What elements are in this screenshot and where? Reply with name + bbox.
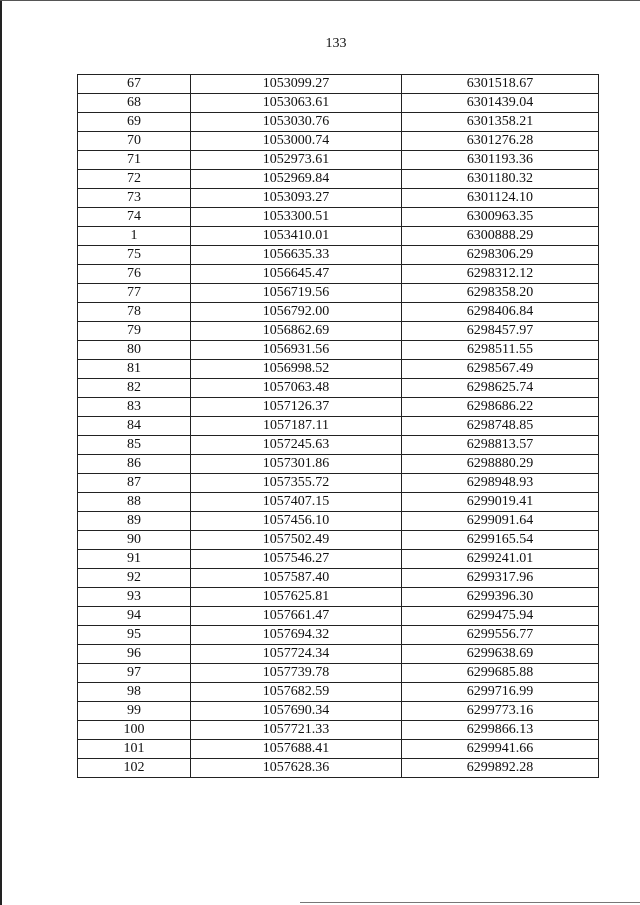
x-coordinate-cell: 1056931.56 bbox=[191, 341, 402, 360]
x-coordinate-cell: 1053030.76 bbox=[191, 113, 402, 132]
table-row bbox=[78, 113, 599, 132]
table-row bbox=[78, 474, 599, 493]
table-row bbox=[78, 512, 599, 531]
y-coordinate-cell: 6298511.55 bbox=[402, 341, 599, 360]
point-number-cell: 94 bbox=[78, 607, 191, 626]
x-coordinate-cell: 1057682.59 bbox=[191, 683, 402, 702]
y-coordinate-cell: 6298457.97 bbox=[402, 322, 599, 341]
y-coordinate-cell: 6299396.30 bbox=[402, 588, 599, 607]
y-coordinate-cell: 6299941.66 bbox=[402, 740, 599, 759]
table-row bbox=[78, 740, 599, 759]
x-coordinate-cell: 1053093.27 bbox=[191, 189, 402, 208]
coordinates-table bbox=[77, 74, 599, 778]
table-row bbox=[78, 246, 599, 265]
point-number-cell: 85 bbox=[78, 436, 191, 455]
y-coordinate-cell: 6299091.64 bbox=[402, 512, 599, 531]
y-coordinate-cell: 6299638.69 bbox=[402, 645, 599, 664]
x-coordinate-cell: 1057690.34 bbox=[191, 702, 402, 721]
x-coordinate-cell: 1057587.40 bbox=[191, 569, 402, 588]
y-coordinate-cell: 6299019.41 bbox=[402, 493, 599, 512]
y-coordinate-cell: 6298625.74 bbox=[402, 379, 599, 398]
point-number-cell: 92 bbox=[78, 569, 191, 588]
table-row bbox=[78, 132, 599, 151]
x-coordinate-cell: 1057407.15 bbox=[191, 493, 402, 512]
y-coordinate-cell: 6301124.10 bbox=[402, 189, 599, 208]
y-coordinate-cell: 6299892.28 bbox=[402, 759, 599, 778]
x-coordinate-cell: 1057694.32 bbox=[191, 626, 402, 645]
x-coordinate-cell: 1053000.74 bbox=[191, 132, 402, 151]
x-coordinate-cell: 1057126.37 bbox=[191, 398, 402, 417]
point-number-cell: 91 bbox=[78, 550, 191, 569]
point-number-cell: 101 bbox=[78, 740, 191, 759]
table-row bbox=[78, 683, 599, 702]
x-coordinate-cell: 1052969.84 bbox=[191, 170, 402, 189]
point-number-cell: 82 bbox=[78, 379, 191, 398]
point-number-cell: 88 bbox=[78, 493, 191, 512]
table-row bbox=[78, 322, 599, 341]
point-number-cell: 76 bbox=[78, 265, 191, 284]
point-number-cell: 86 bbox=[78, 455, 191, 474]
table-row bbox=[78, 759, 599, 778]
point-number-cell: 96 bbox=[78, 645, 191, 664]
point-number-cell: 102 bbox=[78, 759, 191, 778]
point-number-cell: 67 bbox=[78, 75, 191, 94]
table-row bbox=[78, 721, 599, 740]
x-coordinate-cell: 1057724.34 bbox=[191, 645, 402, 664]
point-number-cell: 98 bbox=[78, 683, 191, 702]
y-coordinate-cell: 6298748.85 bbox=[402, 417, 599, 436]
point-number-cell: 70 bbox=[78, 132, 191, 151]
x-coordinate-cell: 1057546.27 bbox=[191, 550, 402, 569]
point-number-cell: 73 bbox=[78, 189, 191, 208]
y-coordinate-cell: 6299716.99 bbox=[402, 683, 599, 702]
x-coordinate-cell: 1053099.27 bbox=[191, 75, 402, 94]
point-number-cell: 99 bbox=[78, 702, 191, 721]
table-row bbox=[78, 303, 599, 322]
table-row bbox=[78, 284, 599, 303]
point-number-cell: 83 bbox=[78, 398, 191, 417]
table-row bbox=[78, 75, 599, 94]
table-row bbox=[78, 94, 599, 113]
x-coordinate-cell: 1057245.63 bbox=[191, 436, 402, 455]
table-row bbox=[78, 360, 599, 379]
point-number-cell: 90 bbox=[78, 531, 191, 550]
x-coordinate-cell: 1053410.01 bbox=[191, 227, 402, 246]
table-row bbox=[78, 607, 599, 626]
y-coordinate-cell: 6299556.77 bbox=[402, 626, 599, 645]
x-coordinate-cell: 1057187.11 bbox=[191, 417, 402, 436]
point-number-cell: 78 bbox=[78, 303, 191, 322]
point-number-cell: 69 bbox=[78, 113, 191, 132]
y-coordinate-cell: 6298686.22 bbox=[402, 398, 599, 417]
y-coordinate-cell: 6298948.93 bbox=[402, 474, 599, 493]
x-coordinate-cell: 1052973.61 bbox=[191, 151, 402, 170]
y-coordinate-cell: 6299165.54 bbox=[402, 531, 599, 550]
x-coordinate-cell: 1057625.81 bbox=[191, 588, 402, 607]
y-coordinate-cell: 6299317.96 bbox=[402, 569, 599, 588]
point-number-cell: 75 bbox=[78, 246, 191, 265]
x-coordinate-cell: 1057628.36 bbox=[191, 759, 402, 778]
point-number-cell: 93 bbox=[78, 588, 191, 607]
point-number-cell: 100 bbox=[78, 721, 191, 740]
x-coordinate-cell: 1056862.69 bbox=[191, 322, 402, 341]
point-number-cell: 87 bbox=[78, 474, 191, 493]
point-number-cell: 81 bbox=[78, 360, 191, 379]
y-coordinate-cell: 6298567.49 bbox=[402, 360, 599, 379]
x-coordinate-cell: 1056635.33 bbox=[191, 246, 402, 265]
x-coordinate-cell: 1053300.51 bbox=[191, 208, 402, 227]
table-row bbox=[78, 170, 599, 189]
table-row bbox=[78, 417, 599, 436]
table-row bbox=[78, 626, 599, 645]
x-coordinate-cell: 1057456.10 bbox=[191, 512, 402, 531]
y-coordinate-cell: 6299773.16 bbox=[402, 702, 599, 721]
y-coordinate-cell: 6299475.94 bbox=[402, 607, 599, 626]
y-coordinate-cell: 6299685.88 bbox=[402, 664, 599, 683]
x-coordinate-cell: 1057355.72 bbox=[191, 474, 402, 493]
x-coordinate-cell: 1057502.49 bbox=[191, 531, 402, 550]
x-coordinate-cell: 1057063.48 bbox=[191, 379, 402, 398]
table-row bbox=[78, 531, 599, 550]
table-row bbox=[78, 398, 599, 417]
table-row bbox=[78, 550, 599, 569]
y-coordinate-cell: 6299241.01 bbox=[402, 550, 599, 569]
x-coordinate-cell: 1056719.56 bbox=[191, 284, 402, 303]
y-coordinate-cell: 6298406.84 bbox=[402, 303, 599, 322]
x-coordinate-cell: 1056998.52 bbox=[191, 360, 402, 379]
point-number-cell: 72 bbox=[78, 170, 191, 189]
x-coordinate-cell: 1057739.78 bbox=[191, 664, 402, 683]
x-coordinate-cell: 1057301.86 bbox=[191, 455, 402, 474]
table-row bbox=[78, 645, 599, 664]
point-number-cell: 1 bbox=[78, 227, 191, 246]
table-row bbox=[78, 341, 599, 360]
point-number-cell: 95 bbox=[78, 626, 191, 645]
y-coordinate-cell: 6301358.21 bbox=[402, 113, 599, 132]
y-coordinate-cell: 6301193.36 bbox=[402, 151, 599, 170]
y-coordinate-cell: 6301180.32 bbox=[402, 170, 599, 189]
x-coordinate-cell: 1057661.47 bbox=[191, 607, 402, 626]
y-coordinate-cell: 6298312.12 bbox=[402, 265, 599, 284]
y-coordinate-cell: 6298813.57 bbox=[402, 436, 599, 455]
table-row bbox=[78, 151, 599, 170]
y-coordinate-cell: 6298358.20 bbox=[402, 284, 599, 303]
table-row bbox=[78, 265, 599, 284]
y-coordinate-cell: 6301439.04 bbox=[402, 94, 599, 113]
x-coordinate-cell: 1056792.00 bbox=[191, 303, 402, 322]
scan-edge-left bbox=[0, 0, 2, 905]
y-coordinate-cell: 6298306.29 bbox=[402, 246, 599, 265]
x-coordinate-cell: 1056645.47 bbox=[191, 265, 402, 284]
point-number-cell: 84 bbox=[78, 417, 191, 436]
table-row bbox=[78, 379, 599, 398]
y-coordinate-cell: 6300888.29 bbox=[402, 227, 599, 246]
table-row bbox=[78, 569, 599, 588]
point-number-cell: 74 bbox=[78, 208, 191, 227]
table-row bbox=[78, 455, 599, 474]
table-row bbox=[78, 493, 599, 512]
table-row bbox=[78, 588, 599, 607]
scan-edge-top bbox=[0, 0, 640, 1]
point-number-cell: 68 bbox=[78, 94, 191, 113]
table-row bbox=[78, 189, 599, 208]
page-number: 133 bbox=[325, 36, 347, 51]
table-row bbox=[78, 702, 599, 721]
table-row bbox=[78, 436, 599, 455]
y-coordinate-cell: 6301518.67 bbox=[402, 75, 599, 94]
table-row bbox=[78, 664, 599, 683]
table-row bbox=[78, 208, 599, 227]
y-coordinate-cell: 6300963.35 bbox=[402, 208, 599, 227]
coordinates-table-body bbox=[78, 75, 599, 778]
point-number-cell: 80 bbox=[78, 341, 191, 360]
point-number-cell: 97 bbox=[78, 664, 191, 683]
point-number-cell: 89 bbox=[78, 512, 191, 531]
y-coordinate-cell: 6299866.13 bbox=[402, 721, 599, 740]
x-coordinate-cell: 1057721.33 bbox=[191, 721, 402, 740]
scan-edge-bottom bbox=[300, 902, 640, 903]
x-coordinate-cell: 1057688.41 bbox=[191, 740, 402, 759]
point-number-cell: 71 bbox=[78, 151, 191, 170]
y-coordinate-cell: 6301276.28 bbox=[402, 132, 599, 151]
y-coordinate-cell: 6298880.29 bbox=[402, 455, 599, 474]
point-number-cell: 77 bbox=[78, 284, 191, 303]
table-row bbox=[78, 227, 599, 246]
x-coordinate-cell: 1053063.61 bbox=[191, 94, 402, 113]
point-number-cell: 79 bbox=[78, 322, 191, 341]
